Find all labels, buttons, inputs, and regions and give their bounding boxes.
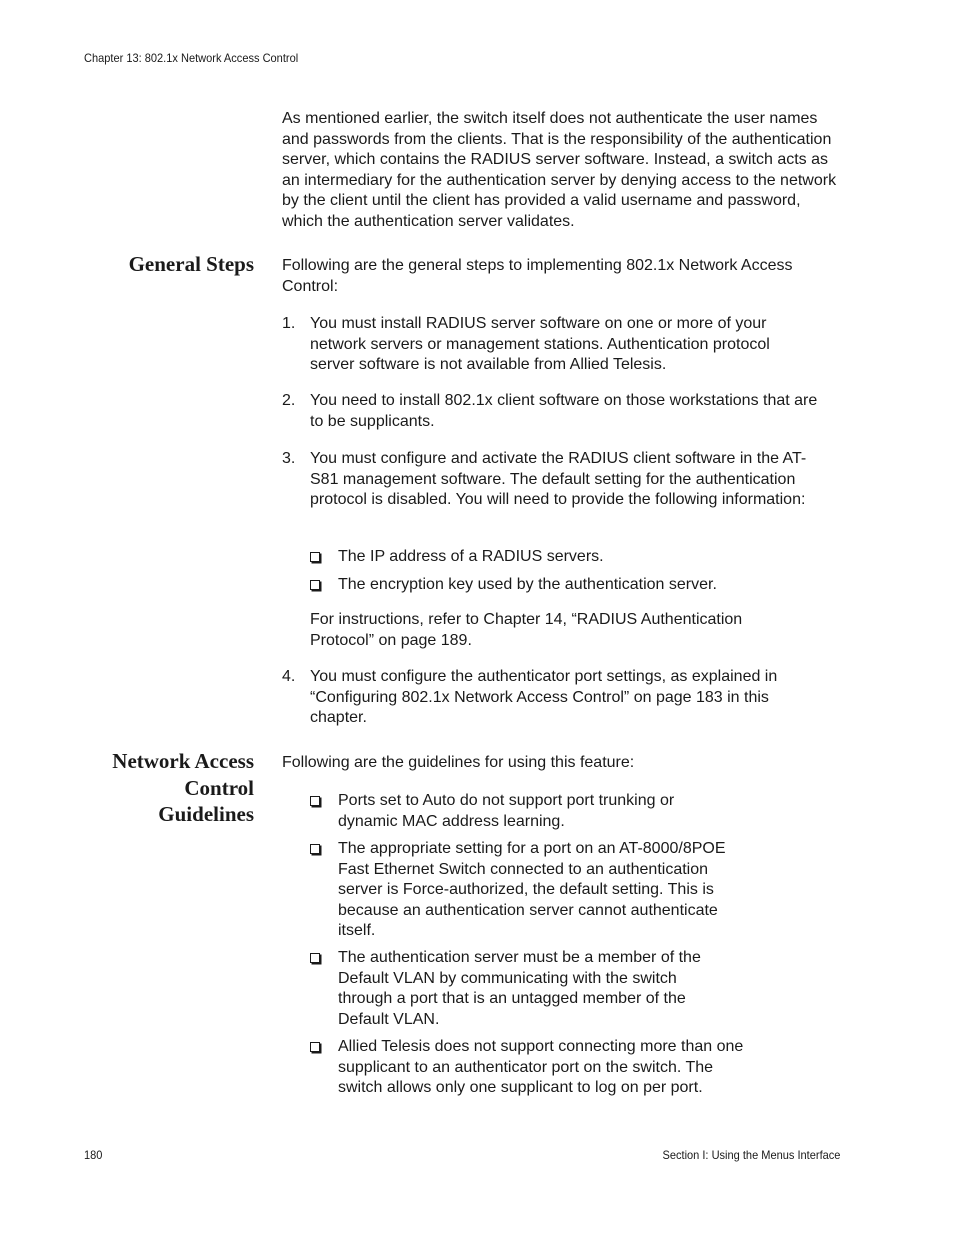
guidelines-heading bbox=[54, 748, 254, 828]
checkbox-bullet-icon bbox=[310, 580, 320, 590]
step-item-4 bbox=[282, 667, 827, 729]
bullet-text: The appropriate setting for a port on an AT-8000/8POE Fast Ethernet Switch connected to an authentication server is Force-authorized, the default setting. This is because an authentication server cannot authenticate itself. bbox=[338, 840, 726, 939]
step-number: 2. bbox=[282, 392, 296, 409]
list-item bbox=[310, 547, 810, 568]
guidelines-heading-line: Guidelines bbox=[158, 802, 254, 826]
guidelines-heading-line: Network Access bbox=[112, 749, 254, 773]
list-item bbox=[310, 575, 810, 596]
bullet-text: The IP address of a RADIUS servers. bbox=[338, 548, 604, 565]
step-text: You must configure the authenticator port settings, as explained in “Configuring 802.1x Network Access Control” on page 183 in this chapter. bbox=[310, 668, 778, 726]
step-item-3 bbox=[282, 449, 822, 511]
step-3-note: For instructions, refer to Chapter 14, “RADIUS Authentication Protocol” on page 189. bbox=[310, 611, 743, 649]
page-number: 180 bbox=[84, 1148, 103, 1162]
checkbox-bullet-icon bbox=[310, 844, 320, 854]
guidelines-lead: Following are the guidelines for using this feature: bbox=[282, 754, 635, 771]
step-item-1 bbox=[282, 314, 812, 376]
running-header: Chapter 13: 802.1x Network Access Control bbox=[84, 51, 299, 65]
step-text: You need to install 802.1x client software on those workstations that are to be supplicants. bbox=[310, 392, 818, 430]
bullet-text: The authentication server must be a member of the Default VLAN by communicating with the switch through a port that is an untagged member of the Default VLAN. bbox=[338, 949, 701, 1028]
step-text: You must configure and activate the RADIUS client software in the AT-S81 management software. The default setting for the authentication protocol is disabled. You will need to provide the following information: bbox=[310, 450, 807, 508]
general-steps-heading: General Steps bbox=[128, 252, 254, 276]
step-number: 3. bbox=[282, 450, 296, 467]
list-item bbox=[310, 948, 730, 1030]
step-number: 1. bbox=[282, 315, 296, 332]
list-item bbox=[310, 839, 750, 942]
step-number: 4. bbox=[282, 668, 296, 685]
list-item bbox=[310, 1037, 750, 1099]
general-steps-lead: Following are the general steps to implementing 802.1x Network Access Control: bbox=[282, 257, 793, 295]
bullet-text: The encryption key used by the authentication server. bbox=[338, 576, 717, 593]
step-item-2 bbox=[282, 391, 834, 432]
list-item bbox=[310, 791, 710, 832]
running-footer: Section I: Using the Menus Interface bbox=[662, 1148, 840, 1162]
checkbox-bullet-icon bbox=[310, 1042, 320, 1052]
bullet-text: Allied Telesis does not support connecting more than one supplicant to an authenticator port on the switch. The switch allows only one supplicant to log on per port. bbox=[338, 1038, 744, 1096]
checkbox-bullet-icon bbox=[310, 552, 320, 562]
checkbox-bullet-icon bbox=[310, 796, 320, 806]
bullet-text: Ports set to Auto do not support port trunking or dynamic MAC address learning. bbox=[338, 792, 675, 830]
step-text: You must install RADIUS server software on one or more of your network servers or management stations. Authentication protocol server software is not available from Allied Telesis. bbox=[310, 315, 770, 373]
checkbox-bullet-icon bbox=[310, 953, 320, 963]
guidelines-heading-line: Control bbox=[184, 775, 254, 800]
intro-paragraph: As mentioned earlier, the switch itself does not authenticate the user names and passwords from the clients. That is the responsibility of the authentication server, which contains the RADIUS server software. Instead, a switch acts as an intermediary for the authentication server by denying access to the network by the client until the client has provided a valid username and password, which the authentication server validates. bbox=[282, 110, 837, 230]
